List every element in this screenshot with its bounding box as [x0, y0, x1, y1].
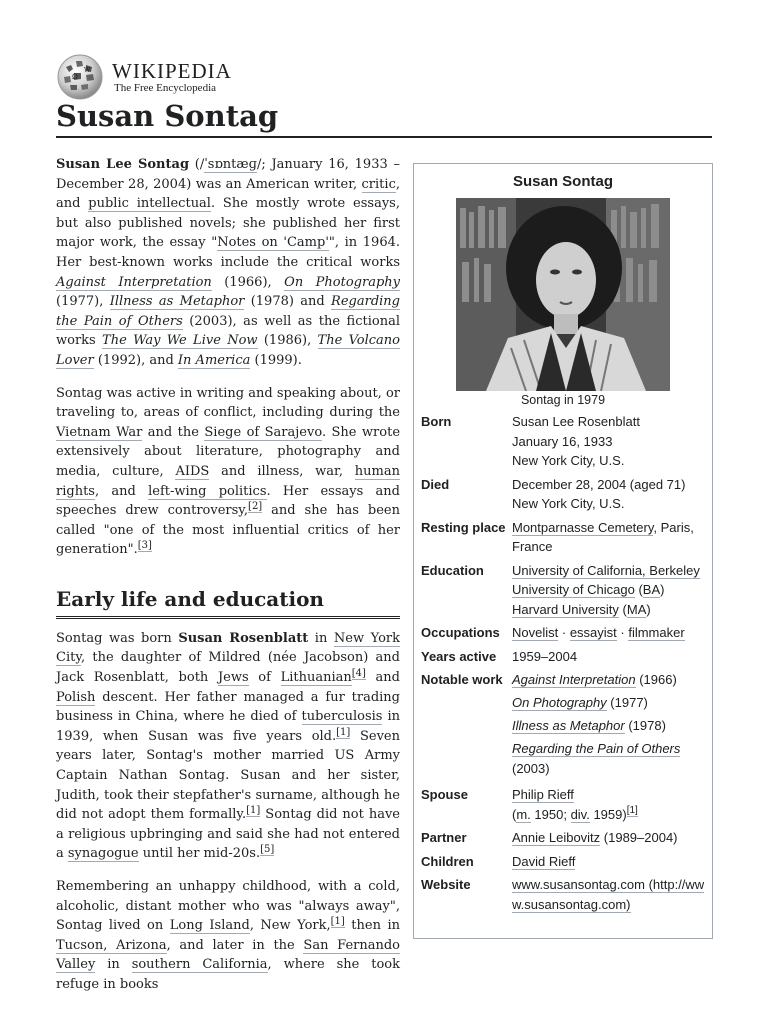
citation-1[interactable]: [1] [330, 915, 345, 927]
link-critic[interactable]: critic [361, 176, 396, 192]
link-new-york-city[interactable]: New York City [56, 630, 400, 666]
title-rule [56, 136, 712, 138]
link-left-wing-politics[interactable]: left-wing politics [148, 483, 267, 499]
lead-paragraph-2: Sontag was active in writing and speaking about, or traveling to, areas of conflict, including during the Vietnam War and the Siege of Sarajevo. She wrote extensively about literature, photography and media, culture, AIDS and illness, war, human rights, and left-wing politics. Her essays and speeches drew controversy,[2] and she has been called "one of the most influential critics of her generation".[3] [56, 385, 401, 558]
link-divorced[interactable]: div. [570, 806, 590, 822]
infobox-row-education: Education University of California, Berkeley University of Chicago (BA) Harvard University (MA) [421, 562, 700, 617]
link-philip-rieff[interactable]: Philip Rieff [512, 787, 574, 802]
wikipedia-wordmark [112, 60, 232, 95]
photo-caption: Sontag in 1979 [520, 393, 606, 407]
citation-3[interactable]: [3] [137, 539, 152, 551]
link-siege-of-sarajevo[interactable]: Siege of Sarajevo [204, 424, 322, 440]
link-ma[interactable]: MA [626, 601, 647, 617]
link-essayist[interactable]: essayist [569, 625, 617, 640]
link-harvard-university[interactable]: Harvard University [512, 601, 619, 617]
link-synagogue[interactable]: synagogue [67, 846, 139, 862]
svg-text:Ω: Ω [72, 73, 78, 81]
infobox-row-died: Died December 28, 2004 (aged 71) New York City, U.S. [421, 476, 686, 511]
citation-4[interactable]: [4] [351, 667, 366, 679]
section-heading-early-life: Early life and education [56, 584, 400, 619]
link-annie-leibovitz[interactable]: Annie Leibovitz [512, 830, 601, 845]
wordmark-title: WIKIPEDIA [112, 58, 232, 83]
infobox-row-partner: Partner Annie Leibovitz (1989–2004) [421, 830, 678, 845]
link-public-intellectual[interactable]: public intellectual [88, 196, 211, 212]
infobox-row-years-active: Years active 1959–2004 [421, 648, 578, 664]
link-university-of-chicago[interactable]: University of Chicago [512, 582, 635, 597]
link-on-photography[interactable]: On Photography [284, 274, 400, 290]
link-in-america[interactable]: In America [177, 352, 251, 368]
infobox-row-notable-work: Notable work Against Interpretation (1966) On Photography (1977) Illness as Metaphor (1978) Regarding the Pain of Others (2003) [421, 672, 681, 776]
infobox-row-occupations: Occupations Novelist · essayist · filmmaker [421, 625, 685, 640]
citation-1[interactable]: [1] [336, 726, 351, 738]
infobox-row-children: Children David Rieff [421, 853, 576, 869]
wikipedia-globe-logo[interactable] [56, 53, 104, 101]
infobox-title: Susan Sontag [512, 173, 613, 190]
link-ba[interactable]: BA [642, 582, 661, 597]
link-aids[interactable]: AIDS [175, 463, 210, 479]
link-long-island[interactable]: Long Island [169, 918, 250, 934]
citation-1[interactable]: [1] [626, 805, 638, 817]
infobox-row-website: Website www.susansontag.com (http://www.susansontag.com) [421, 877, 705, 912]
site-header [56, 52, 232, 102]
article-body [56, 155, 400, 1008]
ipa-pronunciation-link[interactable]: ˈsɒntæɡ [204, 157, 257, 172]
link-the-volcano-lover[interactable]: The Volcano Lover [56, 333, 401, 368]
link-lithuanian[interactable]: Lithuanian [280, 670, 352, 686]
link-work-on-photography[interactable]: On Photography [512, 695, 607, 710]
link-illness-as-metaphor[interactable]: Illness as Metaphor [109, 294, 245, 310]
link-san-fernando-valley[interactable]: San Fernando Valley [56, 937, 400, 973]
lead-paragraph-1: Susan Lee Sontag (/ˈsɒntæɡ/; January 16, 1933 – December 28, 2004) was an American writer, critic, and public intellectual. She mostly wrote essays, but also published novels; she published her first major work, the essay "Notes on 'Camp'", in 1964. Her best-known works include the critical works Against Interpretation (1966), On Photography (1977), Illness as Metaphor (1978) and Regarding the Pain of Others (2003), as well as the fictional works The Way We Live Now (1986), The Volcano Lover (1992), and In America (1999). [56, 157, 401, 368]
page-title: Susan Sontag [56, 99, 279, 133]
link-website[interactable]: www.susansontag.com (http://www.susansontag.com) [512, 877, 705, 912]
link-tucson-arizona[interactable]: Tucson, Arizona [56, 937, 167, 953]
infobox [413, 163, 713, 939]
wordmark-tagline: The Free Encyclopedia [114, 81, 217, 94]
link-human-rights[interactable]: human rights [56, 463, 400, 499]
portrait-photo[interactable] [456, 198, 670, 391]
infobox-row-resting-place: Resting place Montparnasse Cemetery, Paris, France [421, 519, 694, 554]
early-life-paragraph-1: Sontag was born Susan Rosenblatt in New York City, the daughter of Mildred (née Jacobson) and Jack Rosenblatt, both Jews of Lithuanian[4] and Polish descent. Her father managed a fur trading business in China, where he died of tuberculosis in 1939, when Susan was five years old.[1] Seven years later, Sontag's mother married US Army Captain Nathan Sontag. Susan and her sister, Judith, took their stepfather's surname, although he did not adopt them formally.[1] Sontag did not have a religious upbringing and said she had not entered a synagogue until her mid-20s.[5] [56, 630, 401, 862]
link-filmmaker[interactable]: filmmaker [628, 625, 685, 640]
link-notes-on-camp[interactable]: Notes on 'Camp' [217, 235, 329, 251]
link-polish[interactable]: Polish [56, 689, 96, 705]
link-work-illness-as-metaphor[interactable]: Illness as Metaphor [512, 718, 625, 733]
citation-1[interactable]: [1] [246, 804, 261, 816]
link-montparnasse-cemetery[interactable]: Montparnasse Cemetery [512, 519, 654, 535]
svg-text:W: W [84, 67, 91, 74]
infobox-row-spouse: Spouse Philip Rieff (m. 1950; div. 1959)[1] [421, 787, 638, 822]
link-married[interactable]: m. [516, 806, 531, 822]
link-work-against-interpretation[interactable]: Against Interpretation [512, 672, 636, 687]
link-regarding-the-pain-of-others[interactable]: Regarding the Pain of Others [56, 294, 400, 329]
link-work-regarding-the-pain-of-others[interactable]: Regarding the Pain of Others [512, 741, 681, 756]
infobox-row-born: Born Susan Lee Rosenblatt January 16, 1933 New York City, U.S. [421, 414, 640, 468]
link-david-rieff[interactable]: David Rieff [512, 853, 576, 869]
link-the-way-we-live-now[interactable]: The Way We Live Now [102, 333, 258, 349]
link-jews[interactable]: Jews [217, 670, 249, 686]
link-tuberculosis[interactable]: tuberculosis [301, 709, 383, 725]
citation-2[interactable]: [2] [248, 500, 263, 512]
link-against-interpretation[interactable]: Against Interpretation [56, 274, 212, 290]
link-southern-california[interactable]: southern California [131, 957, 268, 973]
link-uc-berkeley[interactable]: University of California, Berkeley [512, 562, 700, 578]
subject-name: Susan Lee Sontag [56, 157, 190, 172]
early-life-paragraph-2: Remembering an unhappy childhood, with a cold, alcoholic, distant mother who was "always away", Sontag lived on Long Island, New York,[1] then in Tucson, Arizona, and later in the San Fernando Valley in southern California, where she took refuge in books [56, 879, 401, 992]
citation-5[interactable]: [5] [260, 844, 275, 856]
link-vietnam-war[interactable]: Vietnam War [56, 424, 143, 440]
link-novelist[interactable]: Novelist [512, 625, 559, 640]
